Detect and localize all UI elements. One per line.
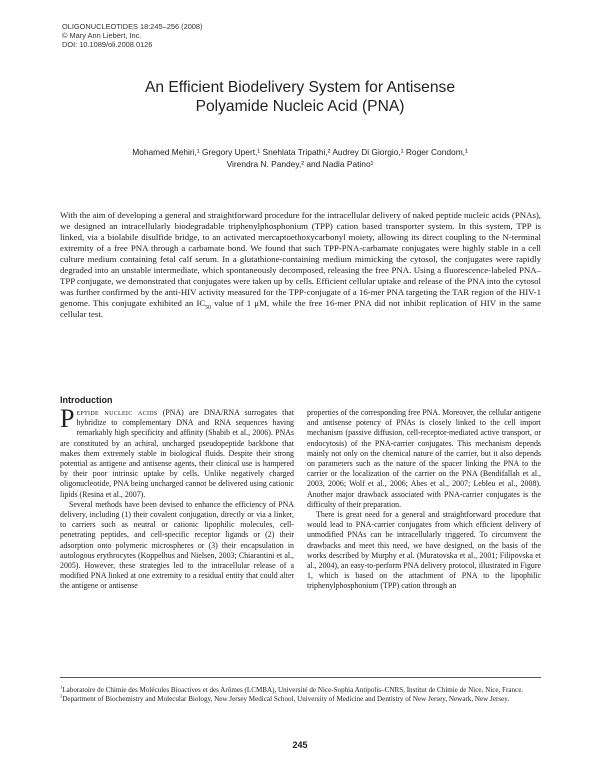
intro-paragraph-4: There is great need for a general and straightforward procedure that would lead to PNA-carrier conjugates from which efficient delivery of unmodified PNAs can be intracellularly triggered. To circumvent the drawbacks and meet this need, we have designed, on the basis of the works described by Murphy et al. (Muratovska et al., 2001; Filipovska et al., 2004), an easy-to-perform PNA delivery protocol, illustrated in Figure 1, which is based on the attachment of PNA to the lipophilic triphenylphosphonium (TPP) cation through an [307, 510, 541, 591]
footnote-1-mark: 1 [60, 684, 63, 690]
doi-line: DOI: 10.1089/oli.2008.0126 [62, 40, 153, 49]
footnote-divider [60, 677, 541, 678]
article-title [60, 78, 540, 116]
authors-line-1: Mohamed Mehiri,¹ Gregory Upert,¹ Snehlata Tripathi,² Audrey Di Giorgio,¹ Roger Condom,¹ [132, 147, 468, 157]
intro-paragraph-1 [60, 404, 295, 500]
abstract-text: With the aim of developing a general and straightforward procedure for the intracellular delivery of naked peptide nucleic acids (PNAs), we designed an intracellularly biodegradable triphenylphosphonium (TPP) cation based transporter system. In this system, TPP is linked, via a biolabile disulfide bridge, to an activated mercaptoethoxycarbonyl moiety, allowing its direct coupling to the N-terminal extremity of a free PNA through a carbamate bond. We found that such TPP-PNA-carbamate conjugates were highly stable in a cell culture medium containing fetal calf serum. In a glutathione-containing medium mimicking the cytosol, the conjugates were rapidly degraded into an unstable intermediate, which spontaneously decomposed, releasing the free PNA. Using a fluorescence-labeled PNA–TPP conjugate, we demonstrated that conjugates were taken up by cells. Efficient cellular uptake and release of the PNA into the cytosol was further confirmed by the anti-HIV activity measured for the TPP-conjugate of a 16-mer PNA targeting the TAR region of the HIV-1 genome. This conjugate exhibited an IC [60, 210, 541, 309]
intro-p1-text: (PNA) are DNA/RNA surrogates that hybridize to complementary DNA and RNA sequences having remarkably high specificity and affinity (Shabib et al., 2006). PNAs are constituted by an achiral, uncharged pseudopeptide backbone that makes them extremely stable in biological fluids. Despite their strong potential as antigene and antisense agents, their clinical use is hampered by their poor intrinsic uptake by cells. Unlike negatively charged oligonucleotide, PNA being uncharged cannot be delivered using cationic lipids (Resina et al., 2007). [60, 408, 295, 499]
footnotes [60, 686, 541, 704]
title-line-2: Polyamide Nucleic Acid (PNA) [195, 98, 405, 115]
intro-paragraph-3: properties of the corresponding free PNA. Moreover, the cellular antigene and antisense potency of PNAs is closely linked to the cell import mechanism (passive diffusion, cell-receptor-mediated active transport, or endocytosis) of the PNA-carrier conjugates. This mechanism depends mainly not only on the chemical nature of the carrier, but it also depends on parameters such as the nature of the spacer linking the PNA to the carrier or the localization of the carrier on the PNA (Bendifallah et al., 2003, 2006; Wolf et al., 2006; Abes et al., 2007; Lebleu et al., 2008). Another major drawback associated with PNA-carrier conjugates is the difficulty of their preparation. [307, 408, 541, 509]
page-number: 245 [292, 740, 308, 750]
footnote-2 [60, 695, 541, 704]
left-column [60, 404, 295, 592]
right-column [307, 408, 541, 592]
abstract-text-end: value of 1 μM, while the free 16-mer PNA did not inhibit replication of HIV in the same cellular test. [60, 298, 541, 320]
copyright-line: © Mary Ann Liebert, Inc. [62, 31, 142, 40]
title-line-1: An Efficient Biodelivery System for Antisense [144, 79, 455, 96]
drop-cap: P [60, 404, 75, 433]
smallcaps-lead: eptide nucleic acids [76, 408, 158, 417]
authors-line-2: Virendra N. Pandey,² and Nadia Patino¹ [226, 159, 374, 169]
abstract [60, 210, 541, 320]
footnote-2-text: Department of Biochemistry and Molecular Biology, New Jersey Medical School, University of Medicine and Dentistry of New Jersey, Newark, New Jersey. [62, 695, 510, 703]
footnote-2-mark: 2 [60, 693, 63, 699]
footnote-1 [60, 686, 541, 695]
journal-citation: OLIGONUCLEOTIDES 18:245–256 (2008) [62, 22, 203, 31]
author-list [60, 146, 540, 170]
intro-paragraph-2: Several methods have been devised to enhance the efficiency of PNA delivery, including (1) their covalent conjugation, directly or via a linker, to carriers such as neutral or cationic lipophilic molecules, cell-penetrating peptides, and cell-specific receptor ligands or (2) their adsorption onto polymeric microspheres or (3) their encapsulation in autologous erythrocytes (Koppelhus and Nielsen, 2003; Chiarantini et al., 2005). However, these strategies led to the intracellular release of a modified PNA linked at one extremity to a residual entity that could alter the antigene or antisense [60, 499, 294, 591]
ic50-subscript: 50 [205, 305, 211, 312]
journal-header [62, 22, 203, 49]
footnote-1-text: Laboratoire de Chimie des Molécules Bioactives et des Arômes (LCMBA), Université de Nice-Sophia Antipolis–CNRS, Institut de Chimie de Nice, Nice, France. [62, 686, 524, 694]
introduction-heading: Introduction [60, 395, 113, 405]
